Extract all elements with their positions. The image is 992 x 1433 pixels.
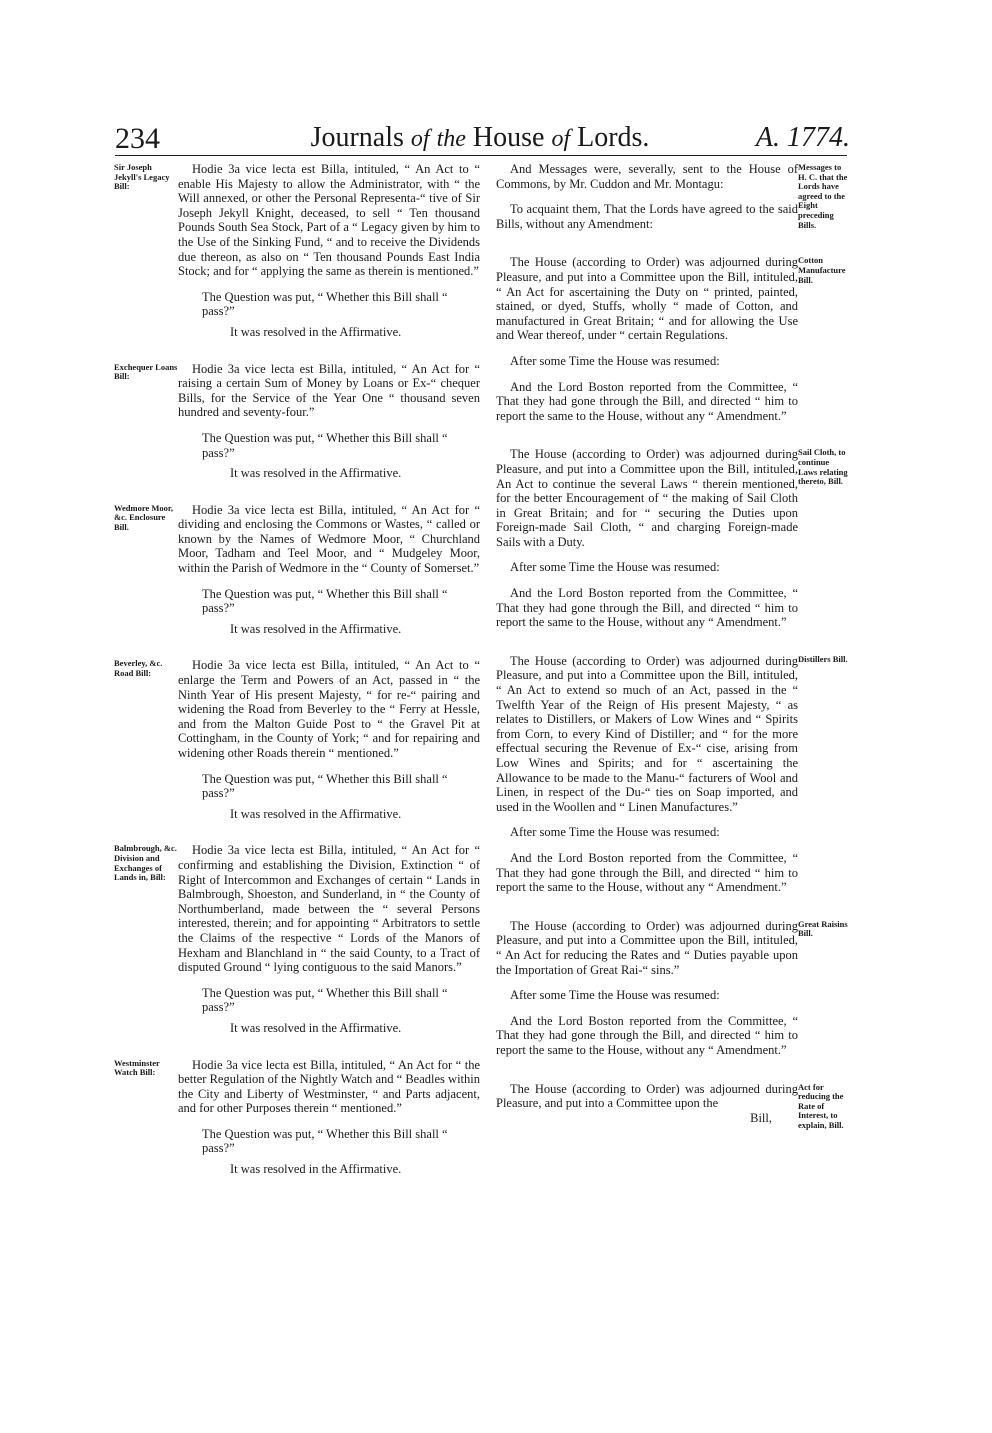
margin-note: Act for reducing the Rate of Interest, to explain, Bill. xyxy=(798,1081,844,1130)
right-column xyxy=(496,162,848,1130)
committee-entry xyxy=(496,918,848,1058)
report-text: And the Lord Boston reported from the Committee, “ That they had gone through the Bill, and directed “ him to report the same to the House, without any “ Amendment.” xyxy=(496,586,798,630)
messages-text: And Messages were, severally, sent to the House of Commons, by Mr. Cuddon and Mr. Montagu: xyxy=(496,162,798,191)
committee-text: The House (according to Order) was adjourned during Pleasure, and put into a Committee upon the Bill, intituled, “ An Act to extend so much of an Act, passed in the “ Twelfth Year of the Reign of His present Majesty, “ as relates to Distillers, or Makers of Low Wines and “ Spirits from Corn, to every Kind of Distiller; and “ for the more effectual securing the Revenue of Ex-“ cise, arising from Low Wines and Spirits; and for “ ascertaining the Allowance to be made to the Manu-“ facturers of Wool and Linen, in respect of the Du-“ ties on Soap imported, and used in the Woollen and “ Linen Manufactures.” xyxy=(496,653,798,814)
messages-entry xyxy=(496,162,848,231)
margin-note: Distillers Bill. xyxy=(798,653,848,664)
resolved-text: It was resolved in the Affirmative. xyxy=(230,1162,402,1177)
margin-note: Sir Joseph Jekyll's Legacy Bill: xyxy=(114,162,170,192)
resumed-text: After some Time the House was resumed: xyxy=(510,353,720,368)
report-text: And the Lord Boston reported from the Committee, “ That they had gone through the Bill, and directed “ him to report the same to the House, without any “ Amendment.” xyxy=(496,1013,798,1057)
question-text: The Question was put, “ Whether this Bill shall “ pass?” xyxy=(202,289,448,319)
left-column xyxy=(114,162,480,1177)
margin-note: Messages to H. C. that the Lords have agreed to the Eight preceding Bills. xyxy=(798,162,848,230)
margin-note: Great Raisins Bill. xyxy=(798,918,848,939)
bill-text: Hodie 3a vice lecta est Billa, intituled, “ An Act to “ enable His Majesty to allow the Administrator, with “ the Will annexed, or other the Personal Representa-“ tive of Sir Joseph Jekyll Knight, deceased, to sell “ Ten thousand Pounds South Sea Stock, Part of a “ Legacy given by him to the Use of the Sinking Fund, “ and to receive the Dividends due thereon, as also on “ Ten thousand Pounds East India Stock; and for “ applying the same as therein is mentioned.” xyxy=(178,162,480,279)
bill-entry xyxy=(114,658,480,821)
margin-note: Sail Cloth, to continue Laws relating thereto, Bill. xyxy=(798,447,848,487)
bill-text: Hodie 3a vice lecta est Billa, intituled, “ An Act for “ raising a certain Sum of Money by Loans or Ex-“ chequer Bills, for the Service of the Year One “ thousand seven hundred and seventy-four.” xyxy=(178,361,480,420)
resolved-text: It was resolved in the Affirmative. xyxy=(230,1020,402,1035)
bill-text: Hodie 3a vice lecta est Billa, intituled, “ An Act for “ the better Regulation of the Nightly Watch and “ Beadles within the City and Liberty of Westminster, “ and Parts adjacent, and for other Purposes therein “ mentioned.” xyxy=(178,1057,480,1116)
question-text: The Question was put, “ Whether this Bill shall “ pass?” xyxy=(202,985,448,1015)
margin-note: Cotton Manufacture Bill. xyxy=(798,255,846,285)
resumed-text: After some Time the House was resumed: xyxy=(510,560,720,575)
question-text: The Question was put, “ Whether this Bill shall “ pass?” xyxy=(202,586,448,616)
header-rule xyxy=(115,155,847,156)
committee-entry xyxy=(496,1081,844,1130)
question-text: The Question was put, “ Whether this Bill shall “ pass?” xyxy=(202,1126,448,1156)
journal-title: Journals of the House of Lords. xyxy=(310,122,650,153)
resolved-text: It was resolved in the Affirmative. xyxy=(230,806,402,821)
committee-entry xyxy=(496,255,846,423)
committee-entry xyxy=(496,653,848,895)
report-text: And the Lord Boston reported from the Committee, “ That they had gone through the Bill, and directed “ him to report the same to the House, without any “ Amendment.” xyxy=(496,379,798,423)
resolved-text: It was resolved in the Affirmative. xyxy=(230,324,402,339)
page-number: 234 xyxy=(115,122,160,155)
question-text: The Question was put, “ Whether this Bill shall “ pass?” xyxy=(202,771,448,801)
bill-text: Hodie 3a vice lecta est Billa, intituled, “ An Act for “ dividing and enclosing the Commons or Wastes, “ called or known by the Names of Wedmore Moor, “ Churchland Moor, Tadham and Teel Moor, and “ Mudgeley Moor, within the Parish of Wedmore in the “ County of Somerset.” xyxy=(178,502,480,576)
margin-note: Exchequer Loans Bill: xyxy=(114,361,178,382)
question-text: The Question was put, “ Whether this Bill shall “ pass?” xyxy=(202,430,448,460)
catchword: Bill, xyxy=(750,1110,772,1125)
bill-entry xyxy=(114,1057,480,1177)
running-header xyxy=(110,120,850,160)
margin-note: Balmbrough, &c. Division and Exchanges of Lands in, Bill: xyxy=(114,843,177,883)
committee-text: The House (according to Order) was adjourned during Pleasure, and put into a Committee upon the Bill, intituled, “ An Act for reducing the Rates and “ Duties payable upon the Importation of Great Rai-“ sins.” xyxy=(496,918,798,977)
bill-text: Hodie 3a vice lecta est Billa, intituled, “ An Act for “ confirming and establishing the Division, Extinction “ of Right of Intercommon and Exchanges of certain “ Lands in Balmbrough, Shoeston, and Sunderland, in “ the County of Northumberland, made between the “ several Persons interested, therein; and for appointing “ Arbitrators to settle the Claims of the respective “ Lords of the Manors of Hexham and Blanchland in “ the said County, to a Tract of disputed Ground “ lying contiguous to the said Manors.” xyxy=(178,843,480,975)
committee-text: The House (according to Order) was adjourned during Pleasure, and put into a Committee upon the xyxy=(496,1081,798,1111)
bill-entry xyxy=(114,162,480,340)
committee-text: The House (according to Order) was adjourned during Pleasure, and put into a Committee upon the Bill, intituled, An Act to continue the several Laws “ therein mentioned, for the better Encouragement of “ the making of Sail Cloth in Great Britain; and for “ securing the Duties upon Foreign-made Sail Cloth, “ and charging Foreign-made Sails with a Duty. xyxy=(496,447,798,549)
bill-entry xyxy=(114,361,480,481)
report-text: And the Lord Boston reported from the Committee, “ That they had gone through the Bill, and directed “ him to report the same to the House, without any “ Amendment.” xyxy=(496,850,798,895)
acquaint-text: To acquaint them, That the Lords have agreed to the said Bills, without any Amendment: xyxy=(496,202,798,231)
margin-note: Beverley, &c. Road Bill: xyxy=(114,658,163,679)
year: A. 1774. xyxy=(755,122,850,153)
resumed-text: After some Time the House was resumed: xyxy=(510,988,720,1003)
resumed-text: After some Time the House was resumed: xyxy=(510,825,720,840)
committee-entry xyxy=(496,447,848,630)
resolved-text: It was resolved in the Affirmative. xyxy=(230,466,402,481)
margin-note: Westminster Watch Bill: xyxy=(114,1057,160,1078)
resolved-text: It was resolved in the Affirmative. xyxy=(230,621,402,636)
committee-text: The House (according to Order) was adjourned during Pleasure, and put into a Committee upon the Bill, intituled, “ An Act for ascertaining the Duty on “ printed, painted, stained, or dyed, Stuffs, wholly “ made of Cotton, and manufactured in Great Britain; “ and for allowing the Use and Wear thereof, under “ certain Regulations. xyxy=(496,255,798,343)
margin-note: Wedmore Moor, &c. Enclosure Bill. xyxy=(114,502,174,532)
bill-text: Hodie 3a vice lecta est Billa, intituled, “ An Act to “ enlarge the Term and Powers of an Act, passed in “ the Ninth Year of His present Majesty, “ for re-“ pairing and widening the Road from Beverley to the “ Ferry at Hessle, and from the Malton Guide Post to “ the Gravel Pit at Cottingham, in the County of York; “ and for repairing and widening other Roads therein “ mentioned.” xyxy=(178,658,480,760)
bill-entry xyxy=(114,843,480,1035)
bill-entry xyxy=(114,502,480,637)
